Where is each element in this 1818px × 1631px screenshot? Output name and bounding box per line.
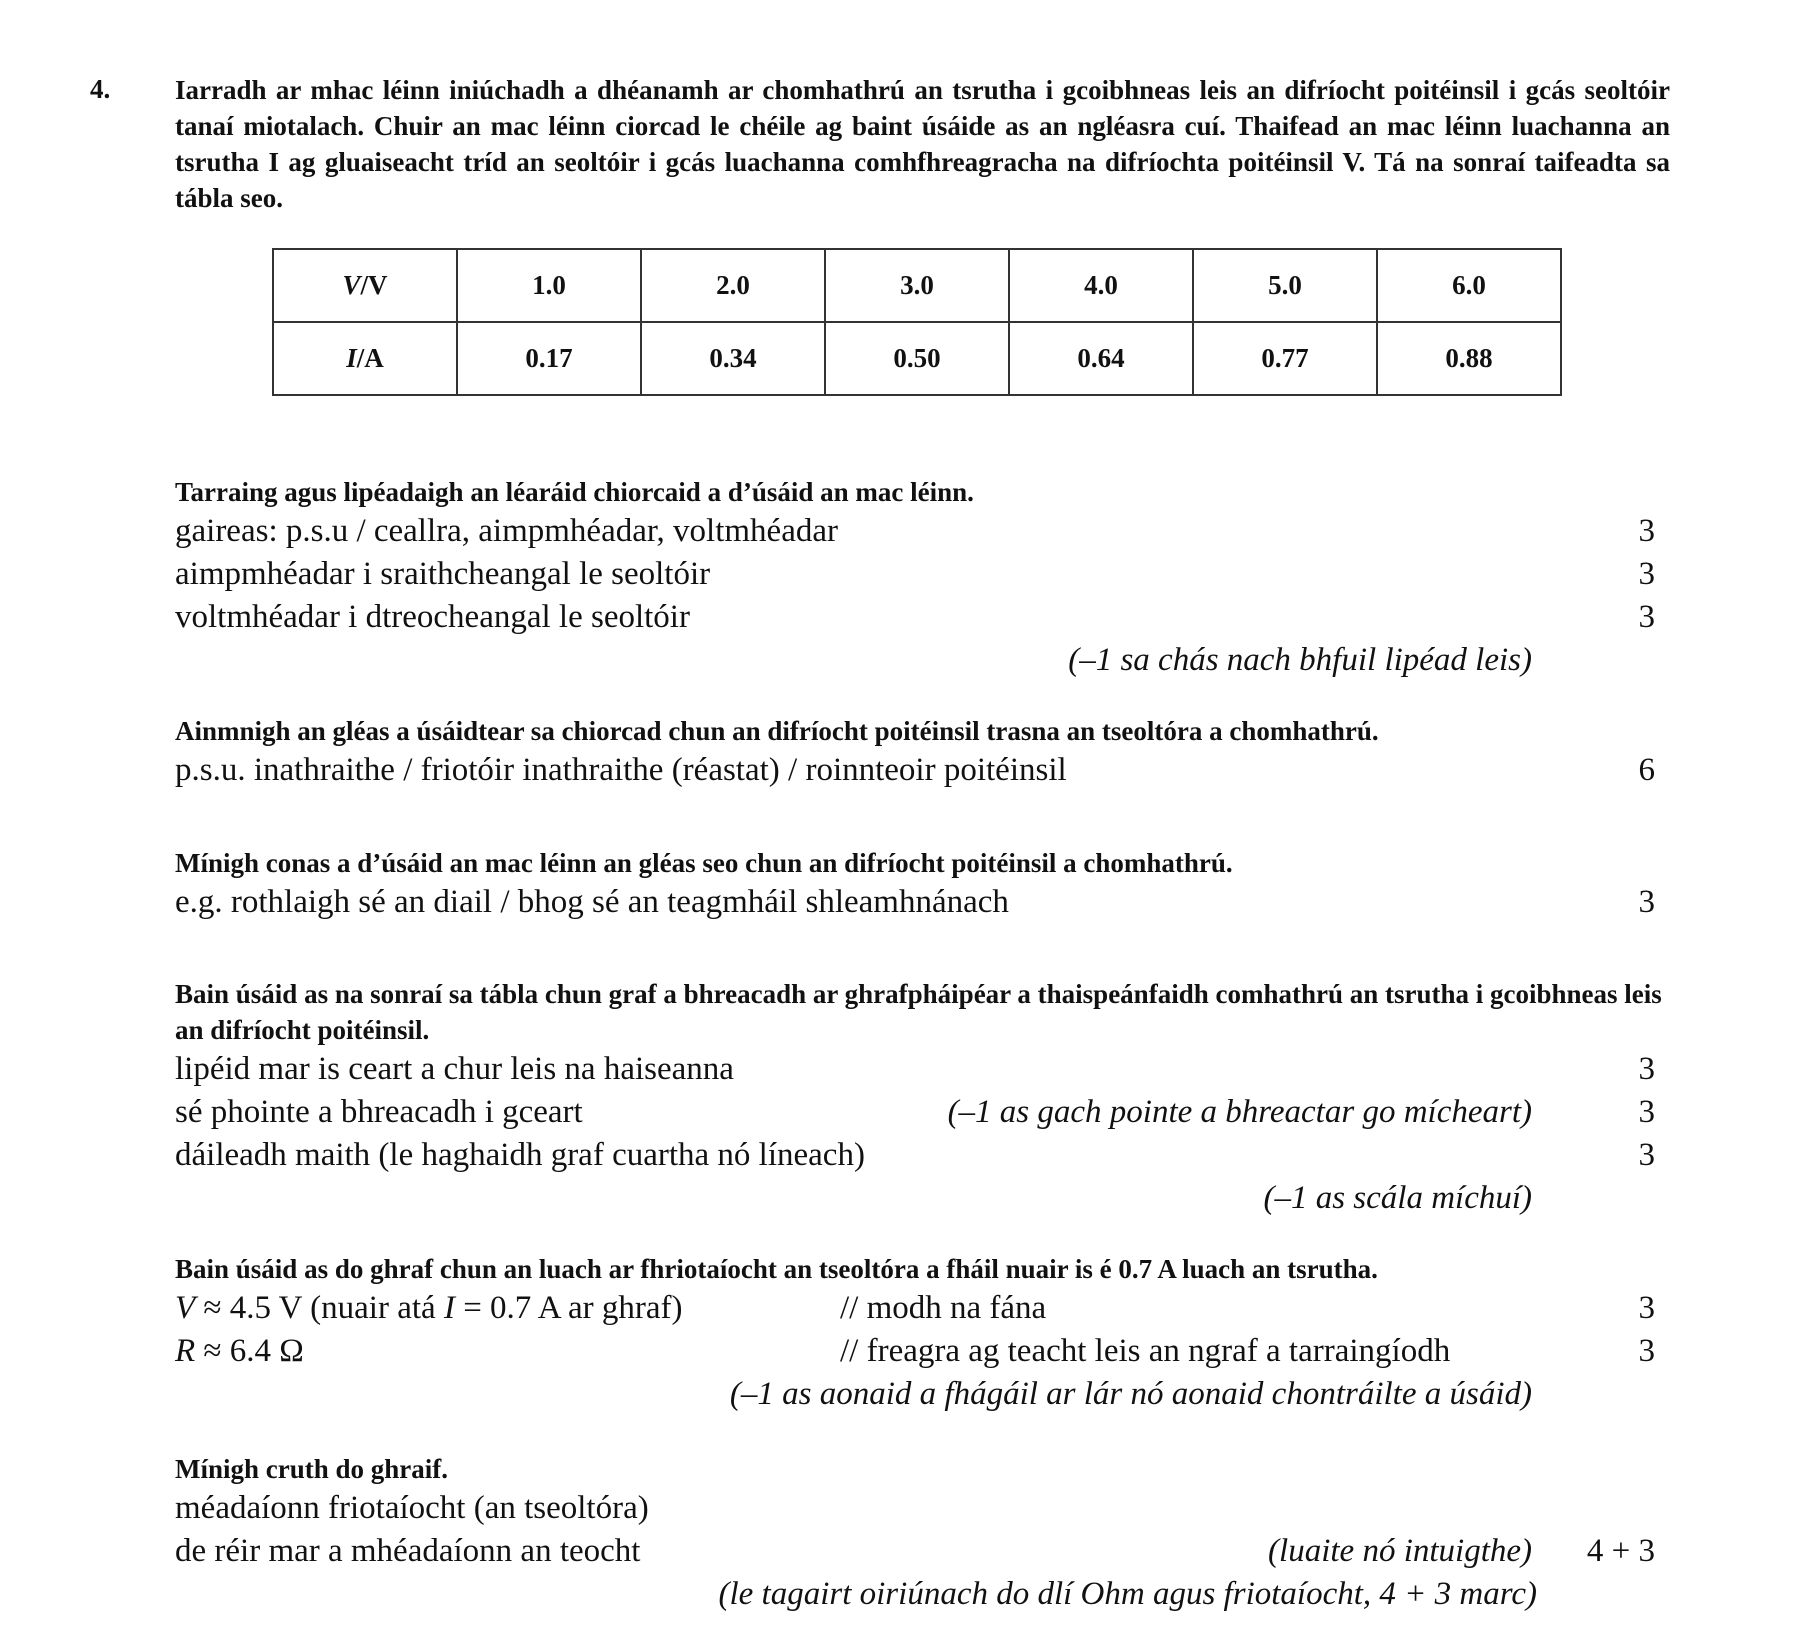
mark: 4 + 3 (1586, 1533, 1655, 1569)
answer-text: voltmhéadar i dtreocheangal le seoltóir (175, 599, 690, 635)
mark: 3 (1638, 556, 1655, 592)
table-row-voltage (273, 249, 1561, 322)
answer-line (175, 1091, 1675, 1134)
table-cell: 5.0 (1193, 249, 1377, 322)
alt-method: // modh na fána (840, 1290, 1047, 1326)
answer-line (175, 1530, 1675, 1573)
mark: 6 (1638, 752, 1655, 788)
answer-line (175, 1330, 1675, 1373)
mark: 3 (1638, 1137, 1655, 1173)
answer-text (175, 1287, 683, 1330)
current-unit: /A (356, 343, 384, 373)
table-cell: 0.77 (1193, 322, 1377, 395)
answer-line (175, 639, 1675, 682)
answer-text: aimpmhéadar i sraithcheangal le seoltóir (175, 556, 711, 592)
question-intro: Iarradh ar mhac léinn iniúchadh a dhéanamh ar chomhathrú an tsrutha i gcoibhneas leis an difríocht poitéinsil i gcás seoltóir tanaí miotalach. Chuir an mac léinn ciorcad le chéile ag baint úsáide as an ngléasra cuí. Thaifead an mac léinn luachanna an tsrutha I ag gluaiseacht tríd an seoltóir i gcás luachanna comhfhreagracha na difríochta poitéinsil V. Tá na sonraí taifeadta sa tábla seo. (175, 75, 1670, 213)
marking-note: (luaite nó intuigthe) (1268, 1533, 1532, 1569)
answer-text: méadaíonn friotaíocht (an tseoltóra) (175, 1490, 649, 1526)
marking-note: (–1 sa chás nach bhfuil lipéad leis) (1068, 642, 1532, 678)
table-cell: 0.17 (457, 322, 641, 395)
mark: 3 (1638, 1051, 1655, 1087)
marking-note: (–1 as aonaid a fhágáil ar lár nó aonaid chontráilte a úsáid) (729, 1376, 1532, 1412)
answer-text: dáileadh maith (le haghaidh graf cuartha nó líneach) (175, 1137, 865, 1173)
sub-question: Tarraing agus lipéadaigh an léaráid chiorcaid a d’úsáid an mac léinn. (175, 477, 974, 507)
sub-question: Mínigh conas a d’úsáid an mac léinn an gléas seo chun an difríocht poitéinsil a chomhathrú. (175, 848, 1233, 878)
section-device-use (175, 845, 1675, 924)
table-row-current (273, 322, 1561, 395)
sub-question: Mínigh cruth do ghraif. (175, 1454, 449, 1484)
symbol-v: V (175, 1290, 196, 1326)
table-cell: 3.0 (825, 249, 1009, 322)
table-cell: 0.64 (1009, 322, 1193, 395)
table-cell: 0.88 (1377, 322, 1561, 395)
answer-line (175, 881, 1675, 924)
answer-text: gaireas: p.s.u / ceallra, aimpmhéadar, voltmhéadar (175, 513, 838, 549)
answer-part: = 0.7 A ar ghraf) (454, 1290, 683, 1326)
sub-question: Bain úsáid as na sonraí sa tábla chun graf a bhreacadh ar ghrafpháipéar a thaispeánfaidh comhathrú an tsrutha i gcoibhneas leis an difríocht poitéinsil. (175, 979, 1662, 1045)
answer-line (175, 596, 1675, 639)
answer-text: p.s.u. inathraithe / friotóir inathraithe (réastat) / roinnteoir poitéinsil (175, 752, 1067, 788)
table-cell: 0.34 (641, 322, 825, 395)
answer-text (175, 1330, 304, 1373)
table-cell: 0.50 (825, 322, 1009, 395)
voltage-unit: /V (360, 270, 388, 300)
question-number: 4. (90, 74, 111, 104)
answer-line (175, 1373, 1675, 1416)
answer-line (175, 1048, 1675, 1091)
alt-method: // freagra ag teacht leis an ngraf a tarraingíodh (840, 1333, 1451, 1369)
sub-question: Ainmnigh an gléas a úsáidtear sa chiorcad chun an difríocht poitéinsil trasna an tseoltóra a chomhathrú. (175, 716, 1379, 746)
table-cell: 4.0 (1009, 249, 1193, 322)
voltage-symbol: V (342, 270, 361, 300)
marking-note: (–1 as gach pointe a bhreactar go mícheart) (947, 1094, 1532, 1130)
answer-line (175, 510, 1675, 553)
data-table (272, 248, 1562, 396)
mark: 3 (1638, 1094, 1655, 1130)
section-resistance (175, 1251, 1675, 1416)
answer-text: e.g. rothlaigh sé an diail / bhog sé an teagmháil shleamhnánach (175, 884, 1009, 920)
answer-line (175, 1287, 1675, 1330)
table-cell: 2.0 (641, 249, 825, 322)
table-cell: 6.0 (1377, 249, 1561, 322)
answer-text: sé phointe a bhreacadh i gceart (175, 1094, 583, 1130)
answer-part: ≈ 4.5 V (nuair atá (195, 1290, 444, 1326)
marking-note: (le tagairt oiriúnach do dlí Ohm agus friotaíocht, 4 + 3 marc) (718, 1576, 1537, 1612)
table-cell: 1.0 (457, 249, 641, 322)
mark: 3 (1638, 513, 1655, 549)
section-plot-graph (175, 976, 1675, 1220)
answer-line (175, 1134, 1675, 1177)
table-header-voltage (273, 249, 457, 322)
section-graph-shape (175, 1451, 1675, 1616)
answer-text: lipéid mar is ceart a chur leis na haiseanna (175, 1051, 734, 1087)
mark: 3 (1638, 1333, 1655, 1369)
mark: 3 (1638, 1290, 1655, 1326)
answer-text: de réir mar a mhéadaíonn an teocht (175, 1533, 641, 1569)
answer-part: ≈ 6.4 Ω (195, 1333, 304, 1369)
marking-note: (–1 as scála míchuí) (1263, 1180, 1532, 1216)
answer-line (175, 553, 1675, 596)
section-circuit-diagram (175, 474, 1675, 682)
table-header-current (273, 322, 457, 395)
symbol-r: R (175, 1333, 196, 1369)
current-symbol: I (346, 343, 357, 373)
sub-question: Bain úsáid as do ghraf chun an luach ar fhriotaíocht an tseoltóra a fháil nuair is é 0.7 A luach an tsrutha. (175, 1254, 1378, 1284)
answer-line (175, 749, 1675, 792)
mark: 3 (1638, 884, 1655, 920)
mark: 3 (1638, 599, 1655, 635)
answer-line (175, 1573, 1675, 1616)
section-variable-device (175, 713, 1675, 792)
answer-line (175, 1177, 1675, 1220)
symbol-i: I (443, 1290, 455, 1326)
answer-line (175, 1487, 1675, 1530)
